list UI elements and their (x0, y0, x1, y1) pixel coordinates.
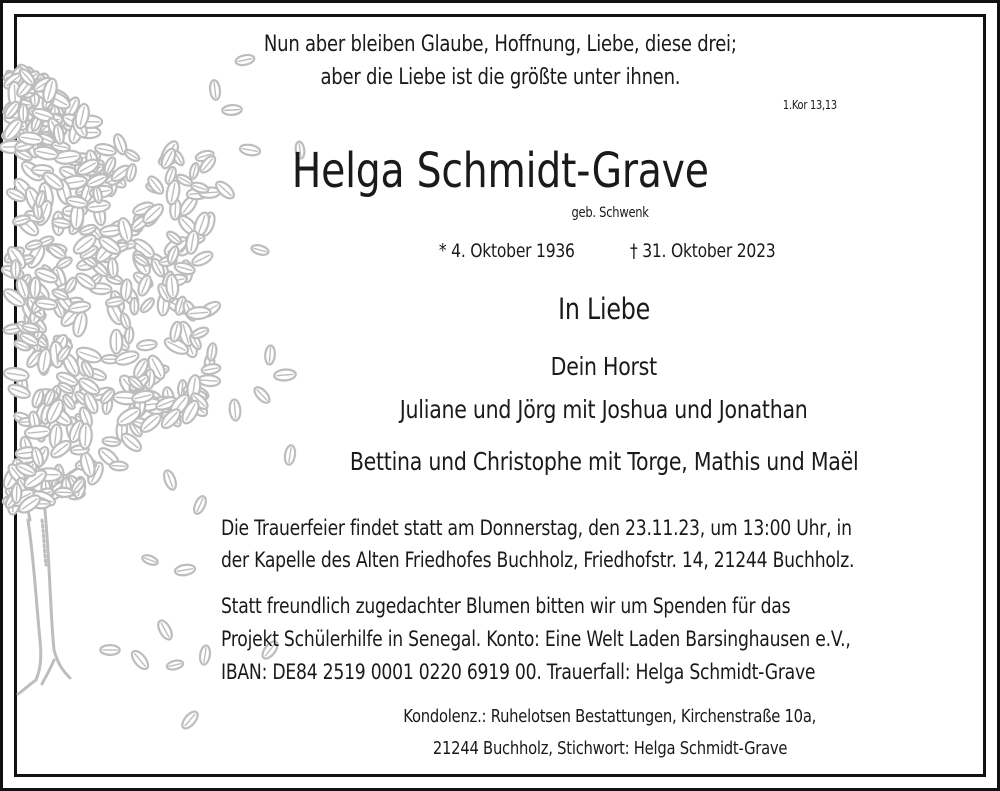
donation-line-2: Projekt Schülerhilfe in Senegal. Konto: Eine Welt Laden Barsinghausen e.V., (221, 627, 851, 651)
condolence-line-2: 21244 Buchholz, Stichwort: Helga Schmidt-Grave (432, 738, 788, 759)
service-line-1: Die Trauerfeier findet statt am Donnerstag, den 23.11.23, um 13:00 Uhr, in (221, 516, 852, 540)
condolence-line-1: Kondolenz.: Ruhelotsen Bestattungen, Kirchenstraße 10a, (403, 706, 817, 727)
verse-reference: 1.Kor 13,13 (782, 98, 838, 112)
verse-line-1: Nun aber bleiben Glaube, Hoffnung, Liebe, diese drei; (263, 32, 737, 57)
donation-line-1: Statt freundlich zugedachter Blumen bitten wir um Spenden für das (221, 594, 791, 618)
mourner-1: Dein Horst (550, 352, 658, 381)
mourner-2: Juliane und Jörg mit Joshua und Jonathan (400, 395, 808, 424)
mourner-3: Bettina und Christophe mit Torge, Mathis und Maël (349, 447, 859, 476)
service-line-2: der Kapelle des Alten Friedhofes Buchholz, Friedhofstr. 14, 21244 Buchholz. (221, 548, 855, 572)
death-date: † 31. Oktober 2023 (629, 240, 776, 262)
in-love-heading: In Liebe (558, 292, 650, 326)
donation-line-3: IBAN: DE84 2519 0001 0220 6919 00. Trauerfall: Helga Schmidt-Grave (221, 660, 816, 684)
deceased-name: Helga Schmidt-Grave (291, 143, 709, 199)
maiden-name: geb. Schwenk (571, 205, 649, 221)
birth-date: * 4. Oktober 1936 (438, 240, 575, 262)
verse-line-2: aber die Liebe ist die größte unter ihnen. (320, 65, 680, 90)
